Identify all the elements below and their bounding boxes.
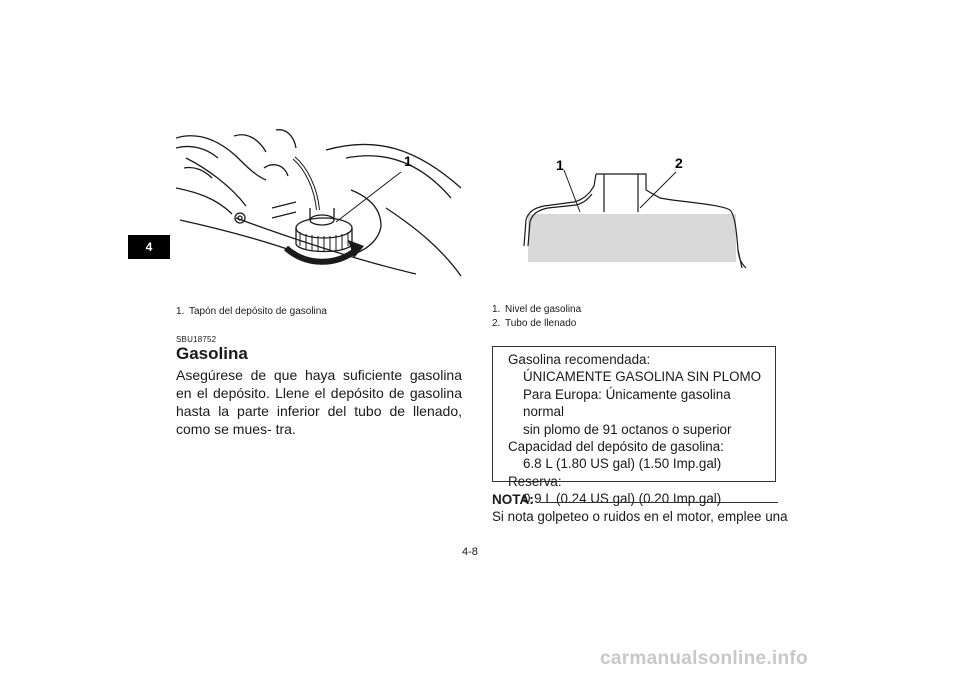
- capacity-label: Capacidad del depósito de gasolina:: [508, 439, 724, 455]
- reserve-value: 0.9 L (0.24 US gal) (0.20 Imp.gal): [523, 491, 722, 507]
- fuel-level-diagram: [520, 150, 748, 270]
- section-code: SBU18752: [176, 335, 217, 344]
- caption-item: 1. Nivel de gasolina: [492, 304, 582, 315]
- recommended-value: ÚNICAMENTE GASOLINA SIN PLOMO: [523, 369, 762, 385]
- capacity-value: 6.8 L (1.80 US gal) (1.50 Imp.gal): [523, 456, 722, 472]
- section-body: Asegúrese de que haya suficiente gasolina en el depósito. Llene el depósito de gasolina hasta la parte inferior del tubo de llenado, como se mues- tra.: [176, 367, 462, 437]
- europe-line-2: sin plomo de 91 octanos o superior: [523, 421, 732, 437]
- watermark: carmanualsonline.info: [600, 648, 808, 669]
- callout-1-left: 1: [404, 153, 412, 169]
- europe-line-1: Para Europa: Únicamente gasolina normal: [523, 386, 731, 420]
- recommended-label: Gasolina recomendada:: [508, 352, 651, 367]
- chapter-tab: 4: [128, 235, 170, 259]
- section-title: Gasolina: [176, 344, 248, 363]
- note-label: NOTA:: [492, 492, 534, 507]
- caption-item: 1. Tapón del depósito de gasolina: [176, 306, 327, 317]
- reserve-label: Reserva:: [508, 473, 562, 489]
- note-text: Si nota golpeteo o ruidos en el motor, emplee una: [492, 509, 788, 524]
- fuel-level-fill: [528, 214, 736, 262]
- page-number: 4-8: [462, 546, 478, 558]
- caption-item: 2. Tubo de llenado: [492, 318, 577, 329]
- callout-2-right: 2: [675, 155, 683, 171]
- fuel-cap-illustration: [176, 128, 466, 278]
- callout-1-right: 1: [556, 157, 564, 173]
- figure-right-caption: [492, 303, 581, 331]
- figure-left-caption: [176, 305, 327, 319]
- note-divider: [540, 502, 778, 503]
